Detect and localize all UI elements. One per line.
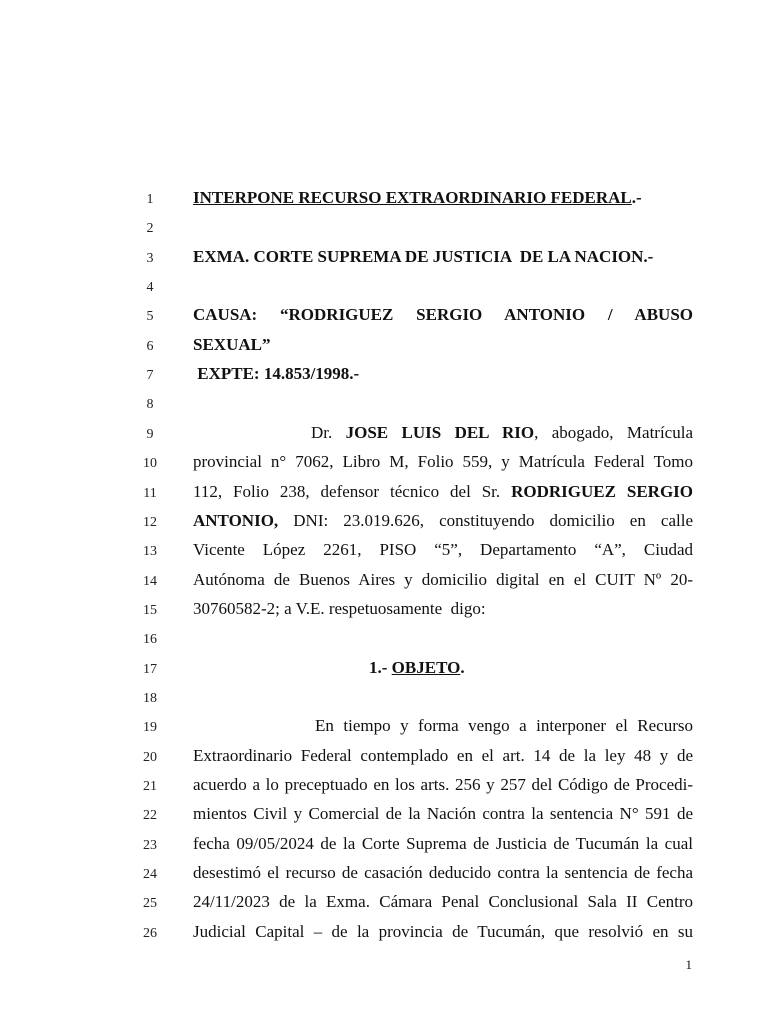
text-segment: RODRIGUEZ SERGIO — [511, 481, 694, 501]
line-text — [193, 305, 693, 325]
document-line — [0, 302, 768, 331]
text-segment: CAUSA: “RODRIGUEZ SERGIO ANTONIO / ABUSO — [193, 305, 693, 325]
line-number: 21 — [143, 779, 157, 794]
line-number: 8 — [146, 397, 154, 413]
text-segment: Dr. — [311, 422, 346, 442]
text-segment: INTERPONE RECURSO EXTRAORDINARIO FEDERAL — [193, 188, 632, 207]
document-line — [0, 567, 768, 596]
line-text — [311, 423, 693, 443]
line-number: 9 — [146, 426, 154, 442]
text-segment: DNI: 23.019.626, constituyendo domicilio en calle — [278, 510, 693, 530]
text-segment: , abogado, Matrícula — [534, 422, 693, 442]
document-line — [0, 684, 768, 713]
text-segment: SEXUAL” — [193, 334, 271, 354]
line-number: 24 — [143, 867, 157, 883]
text-segment: acuerdo a lo preceptuado en los arts. 256 y 257 del Código de Procedi- — [193, 775, 693, 794]
line-number: 17 — [143, 661, 157, 677]
document-line — [0, 772, 768, 801]
text-segment: .- — [631, 188, 642, 207]
text-segment: Extraordinario Federal contemplado en el art. 14 de la ley 48 y de — [193, 745, 693, 765]
line-text — [193, 511, 693, 531]
line-number: 7 — [146, 368, 154, 384]
line-number: 1 — [146, 192, 154, 207]
text-segment: En tiempo y forma vengo a interponer el Recurso — [315, 716, 693, 736]
text-segment: EXPTE: 14.853/1998.- — [193, 364, 360, 384]
line-number: 20 — [143, 749, 157, 765]
line-text — [193, 188, 693, 208]
line-text — [193, 922, 693, 942]
text-segment: JOSE LUIS DEL RIO — [345, 422, 535, 442]
line-number: 22 — [143, 808, 157, 824]
line-text — [193, 892, 693, 912]
line-number: 2 — [146, 221, 154, 237]
document-line — [0, 508, 768, 537]
line-text — [193, 570, 693, 590]
text-segment: Vicente López 2261, PISO “5”, Departamento “A”, Ciudad — [193, 540, 693, 560]
line-text — [193, 540, 693, 560]
line-text — [193, 482, 693, 502]
line-number: 23 — [143, 837, 157, 853]
line-text — [193, 335, 693, 355]
line-text — [193, 746, 693, 766]
document-line — [0, 713, 768, 742]
text-segment: 1.- — [369, 657, 392, 677]
line-number: 15 — [143, 602, 157, 618]
line-number: 16 — [143, 632, 157, 648]
document-line — [0, 655, 768, 684]
document-line — [0, 831, 768, 860]
text-segment: 24/11/2023 de la Exma. Cámara Penal Conclusional Sala II Centro — [193, 892, 693, 912]
line-text — [193, 599, 693, 619]
document-line — [0, 185, 768, 214]
document-line — [0, 537, 768, 566]
text-segment: Autónoma de Buenos Aires y domicilio digital en el CUIT Nº 20- — [193, 569, 693, 589]
text-segment: Judicial Capital – de la provincia de Tucumán, que resolvió en su — [193, 921, 693, 941]
document-line — [0, 214, 768, 243]
document-line — [0, 273, 768, 302]
line-number: 13 — [143, 544, 157, 560]
line-text — [193, 775, 693, 795]
document-line — [0, 479, 768, 508]
document-line — [0, 361, 768, 390]
line-text — [193, 863, 693, 883]
document-line — [0, 596, 768, 625]
line-text — [315, 716, 693, 736]
text-segment: ANTONIO, — [193, 510, 279, 530]
line-number: 12 — [143, 514, 157, 530]
text-segment: fecha 09/05/2024 de la Corte Suprema de Justicia de Tucumán la cual — [193, 833, 693, 853]
line-number: 6 — [146, 338, 154, 354]
document-line — [0, 625, 768, 654]
line-number: 11 — [143, 485, 157, 501]
document-line — [0, 743, 768, 772]
page-number: 1 — [685, 957, 692, 972]
document-line — [0, 244, 768, 273]
text-segment: EXMA. CORTE SUPREMA DE JUSTICIA DE LA NACION.- — [193, 246, 654, 266]
line-number: 26 — [143, 925, 157, 941]
line-number: 3 — [146, 250, 154, 266]
text-segment: 112, Folio 238, defensor técnico del Sr. — [193, 481, 512, 501]
document-line — [0, 801, 768, 830]
document-line — [0, 860, 768, 889]
document-line — [0, 420, 768, 449]
document-line — [0, 449, 768, 478]
line-number: 5 — [146, 309, 154, 325]
line-text — [369, 658, 693, 678]
line-number: 4 — [146, 280, 154, 296]
line-text — [193, 834, 693, 854]
document-line — [0, 889, 768, 918]
line-number: 25 — [143, 896, 157, 912]
line-text — [193, 247, 693, 267]
line-text — [193, 804, 693, 824]
document-line — [0, 390, 768, 419]
line-number: 10 — [143, 456, 157, 472]
line-number: 14 — [143, 573, 157, 589]
document-line — [0, 332, 768, 361]
document-line — [0, 919, 768, 948]
text-segment: mientos Civil y Comercial de la Nación contra la sentencia N° 591 de — [193, 804, 693, 824]
line-text — [193, 452, 693, 472]
line-number: 19 — [143, 720, 157, 736]
text-segment: OBJETO — [391, 657, 461, 677]
text-segment: 30760582-2; a V.E. respetuosamente digo: — [193, 598, 486, 618]
text-segment: . — [460, 657, 465, 677]
text-segment: provincial n° 7062, Libro M, Folio 559, y Matrícula Federal Tomo — [193, 452, 693, 472]
line-number: 18 — [143, 690, 157, 706]
text-segment: desestimó el recurso de casación deducido contra la sentencia de fecha — [193, 863, 693, 883]
line-text — [193, 364, 693, 384]
